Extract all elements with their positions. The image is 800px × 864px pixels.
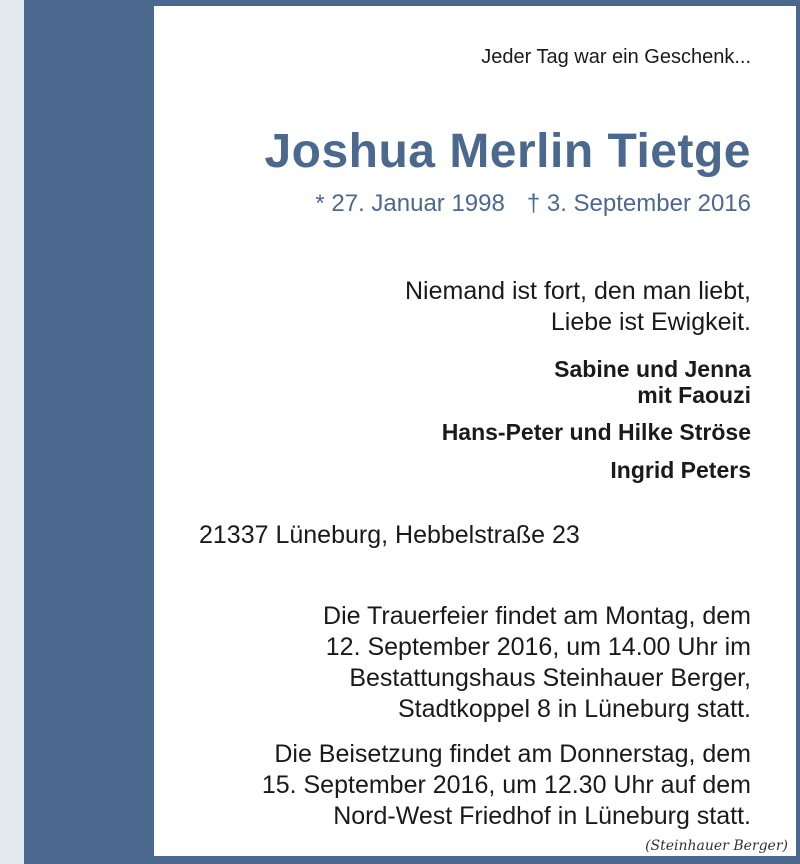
burial-line: Nord-West Friedhof in Lüneburg statt. [333,802,751,830]
death-date: † 3. September 2016 [526,190,751,217]
memorial-verse [405,276,751,338]
verse-line: Liebe ist Ewigkeit. [550,308,751,336]
family-group-1 [554,356,751,408]
ceremony-line: Bestattungshaus Steinhauer Berger, [349,664,751,692]
burial-line: 15. September 2016, um 12.30 Uhr auf dem [261,771,751,799]
family-group-3: Ingrid Peters [610,457,751,483]
ceremony-line: Stadtkoppel 8 in Lüneburg statt. [397,695,751,723]
ceremony-line: 12. September 2016, um 14.00 Uhr im [325,633,751,661]
motto-text: Jeder Tag war ein Geschenk... [481,46,751,68]
deceased-name: Joshua Merlin Tietge [264,125,751,178]
verse-line: Niemand ist fort, den man liebt, [405,277,751,305]
burial-line: Die Beisetzung findet am Donnerstag, dem [274,740,751,768]
family-address: 21337 Lüneburg, Hebbelstraße 23 [199,521,580,549]
family-line: mit Faouzi [637,382,751,408]
outer-border-strip [0,0,24,864]
frame-sidebar [24,0,154,864]
family-group-2: Hans-Peter und Hilke Ströse [441,419,751,445]
life-dates [315,190,751,218]
obituary-notice [154,6,796,856]
burial-info [262,739,751,832]
birth-date: * 27. Januar 1998 [315,190,505,217]
funeral-ceremony-info [323,601,751,725]
undertaker-signature: (Steinhauer Berger) [645,838,788,854]
ceremony-line: Die Trauerfeier findet am Montag, dem [323,602,751,630]
family-line: Sabine und Jenna [554,356,751,382]
